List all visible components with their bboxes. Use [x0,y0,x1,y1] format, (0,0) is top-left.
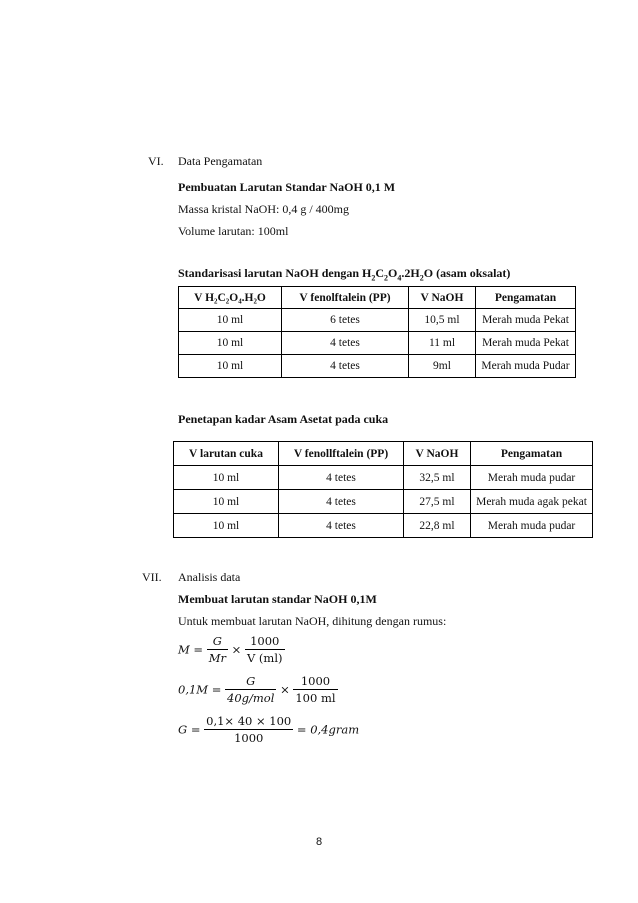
denominator: 40g/mol [227,691,275,705]
table-cell: 27,5 ml [404,490,471,514]
table-row [174,466,593,490]
table-row [179,355,576,378]
subscript: 2 [384,273,389,283]
denominator: V (ml) [246,651,283,665]
header-cell: V H₂C₂O₄.H₂O [179,287,282,309]
numerator: G [207,633,228,650]
table-row [174,490,593,514]
numerator: G [225,673,276,690]
table-cell: 10 ml [179,332,282,355]
table-cell: 22,8 ml [404,514,471,538]
subscript: 4 [397,273,402,283]
page-number: 8 [315,836,323,848]
equation-lhs: M = [178,642,204,657]
times-sign: × [280,682,290,697]
section-number-vi: VI. [148,154,164,168]
table-cell: 32,5 ml [404,466,471,490]
table-cell: 10 ml [174,490,279,514]
subtitle-standardization [178,266,510,282]
standardization-table [178,286,576,378]
table-cell: 10 ml [179,309,282,332]
subtitle-part: O (asam oksalat) [423,266,511,280]
subscript: 2 [419,273,424,283]
table-cell: Merah muda pudar [471,466,593,490]
table-cell: 10,5 ml [409,309,476,332]
table-cell: 10 ml [174,514,279,538]
acetic-acid-table [173,441,593,538]
table-cell: 4 tetes [279,466,404,490]
fraction [207,633,228,666]
table-cell: 4 tetes [282,332,409,355]
numerator: 0,1× 40 × 100 [206,714,292,728]
equation-mass-result [178,713,359,746]
volume-line: Volume larutan: 100ml [178,224,289,238]
table-cell: 4 tetes [282,355,409,378]
numerator: 1000 [245,633,285,650]
header-cell: V fenolftalein (PP) [282,287,409,309]
denominator: 100 ml [295,691,336,705]
equation-molarity [178,633,285,666]
denominator: Mr [208,651,227,665]
equation-rhs: = 0,4gram [296,722,360,737]
header-cell: V fenollftalein (PP) [279,442,404,466]
table-cell: 4 tetes [279,514,404,538]
subtitle-standard-solution: Pembuatan Larutan Standar NaOH 0,1 M [178,180,396,194]
table-cell: Merah muda Pekat [476,332,576,355]
section-title-vii: Analisis data [178,570,241,584]
table-cell: Merah muda pudar [471,514,593,538]
section-number-vii: VII. [142,570,162,584]
mass-line: Massa kristal NaOH: 0,4 g / 400mg [178,202,349,216]
header-cell: V larutan cuka [174,442,279,466]
equation-lhs: 0,1M = [178,682,222,697]
subscript: 2 [371,273,376,283]
table-cell: 10 ml [179,355,282,378]
subtitle-part: .2H [401,266,420,280]
table-row [179,332,576,355]
subtitle-part: C [375,266,385,280]
subtitle-part: O [388,266,398,280]
section-title-vi: Data Pengamatan [178,154,263,168]
subtitle-make-standard: Membuat larutan standar NaOH 0,1M [178,592,377,606]
fraction [225,673,276,706]
table-cell: 11 ml [409,332,476,355]
table-cell: 6 tetes [282,309,409,332]
subtitle-acetic-acid: Penetapan kadar Asam Asetat pada cuka [178,412,389,426]
table-header-row [179,287,576,309]
times-sign: × [231,642,242,657]
fraction [293,673,337,706]
denominator: 1000 [234,731,264,745]
subtitle-part: Standarisasi larutan NaOH dengan H [178,266,372,280]
table-cell: 9ml [409,355,476,378]
fraction [204,713,293,746]
table-header-row [174,442,593,466]
table-cell: Merah muda agak pekat [471,490,593,514]
header-cell: Pengamatan [476,287,576,309]
table-cell: Merah muda Pekat [476,309,576,332]
numerator: 1000 [293,673,337,690]
table-cell: Merah muda Pudar [476,355,576,378]
equation-lhs: G = [178,722,201,737]
intro-line: Untuk membuat larutan NaOH, dihitung dengan rumus: [178,614,447,628]
table-row [179,309,576,332]
table-cell: 10 ml [174,466,279,490]
fraction [245,633,285,666]
header-cell: Pengamatan [471,442,593,466]
header-cell: V NaOH [409,287,476,309]
table-cell: 4 tetes [279,490,404,514]
table-row [174,514,593,538]
equation-mass-setup [178,673,338,706]
header-cell: V NaOH [404,442,471,466]
